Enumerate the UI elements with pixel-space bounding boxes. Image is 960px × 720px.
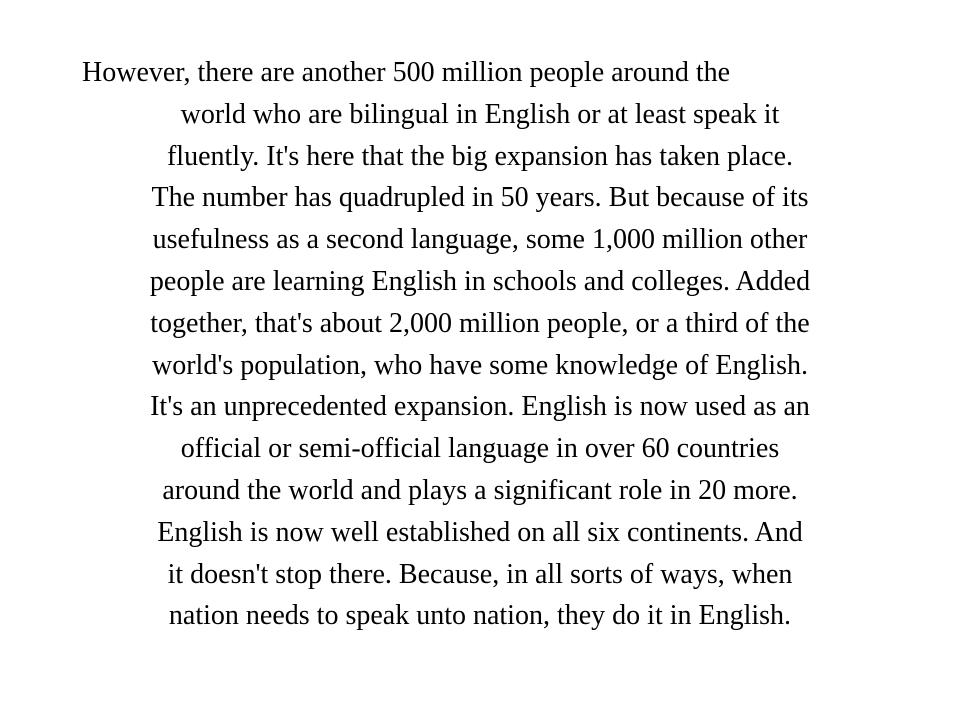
paragraph-line-12: English is now well established on all six continents. And (157, 516, 803, 548)
paragraph-line-13: it doesn't stop there. Because, in all sorts of ways, when (167, 558, 793, 590)
paragraph-line-7: together, that's about 2,000 million people, or a third of the (150, 307, 810, 339)
paragraph-line-10: official or semi-official language in over 60 countries (180, 433, 780, 465)
paragraph-line-4: The number has quadrupled in 50 years. But because of its (151, 182, 809, 214)
paragraph-line-2: world who are bilingual in English or at least speak it (180, 98, 780, 130)
paragraph-line-8: world's population, who have some knowledge of English. (152, 349, 808, 381)
body-paragraph (60, 52, 900, 637)
paragraph-line-11: around the world and plays a significant role in 20 more. (162, 474, 798, 506)
paragraph-line-1: However, there are another 500 million people around the (82, 57, 731, 88)
paragraph-line-3: fluently. It's here that the big expansion has taken place. (166, 140, 794, 172)
paragraph-line-5: usefulness as a second language, some 1,000 million other (152, 224, 808, 256)
paragraph-line-9: It's an unprecedented expansion. English is now used as an (150, 391, 810, 423)
paragraph-line-6: people are learning English in schools and colleges. Added (149, 265, 811, 297)
paragraph-line-14: nation needs to speak unto nation, they do it in English. (168, 600, 792, 632)
